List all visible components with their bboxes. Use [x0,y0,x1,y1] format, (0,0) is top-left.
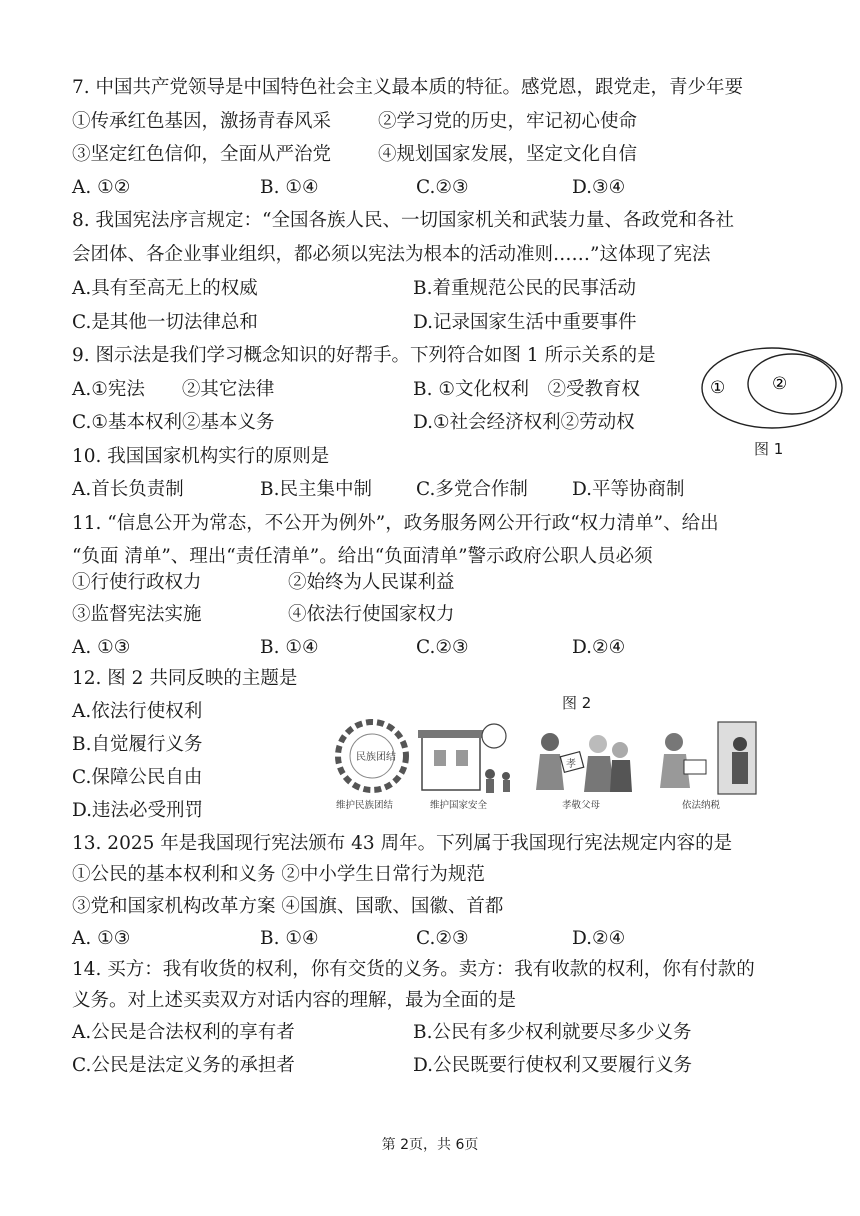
q10-stem: 10. 我国国家机构实行的原则是 [72,446,330,467]
figure-2-cartoon-panels [322,714,764,816]
q13-option-c: C.②③ [416,928,469,949]
q12-stem: 12. 图 2 共同反映的主题是 [72,668,298,689]
q9-option-d: D.①社会经济权利②劳动权 [413,412,635,433]
q8-option-a: A.具有至高无上的权威 [72,278,258,299]
q7-statement-3: ③坚定红色信仰，全面从严治党 [72,144,332,165]
q11-option-d: D.②④ [572,637,626,658]
q9-stem: 9. 图示法是我们学习概念知识的好帮手。下列符合如图 1 所示关系的是 [72,345,656,366]
q7-statement-4: ④规划国家发展，坚定文化自信 [378,144,638,165]
figure-1-venn-diagram [700,346,850,436]
venn-label-inner: ② [772,374,788,394]
q12-option-d: D.违法必受刑罚 [72,800,204,821]
q14-stem-line-1: 14. 买方：我有收货的权利，你有交货的义务。卖方：我有收款的权利，你有付款的 [72,959,755,980]
q10-option-a: A.首长负责制 [72,479,184,500]
figure-1-label: 图 1 [754,440,784,458]
venn-label-outer: ① [710,378,726,398]
q7-option-c: C.②③ [416,177,469,198]
q13-statements-3-4: ③党和国家机构改革方案 ④国旗、国歌、国徽、首都 [72,896,504,917]
q9-option-c: C.①基本权利②基本义务 [72,412,275,433]
q7-stem: 7. 中国共产党领导是中国特色社会主义最本质的特征。感党恩，跟党走，青少年要 [72,77,744,98]
q10-option-d: D.平等协商制 [572,479,685,500]
q8-stem-line-1: 8. 我国宪法序言规定：“全国各族人民、一切国家机关和武装力量、各政党和各社 [72,210,734,231]
q13-statements-1-2: ①公民的基本权利和义务 ②中小学生日常行为规范 [72,864,485,885]
q7-statement-2: ②学习党的历史，牢记初心使命 [378,111,638,132]
panel-filial-piety [536,733,632,811]
panel-2-caption: 维护国家安全 [430,800,488,811]
q11-option-c: C.②③ [416,637,469,658]
panel-3-badge-text: 孝 [566,759,576,770]
q14-option-d: D.公民既要行使权利又要履行义务 [413,1055,693,1076]
q9-option-a: A.①宪法 ②其它法律 [72,379,275,400]
q11-statement-2: ②始终为人民谋利益 [288,572,455,593]
q13-option-b: B. ①④ [260,928,319,949]
q13-option-d: D.②④ [572,928,626,949]
q8-option-b: B.着重规范公民的民事活动 [413,278,636,299]
q10-option-b: B.民主集中制 [260,479,372,500]
q11-option-a: A. ①③ [72,637,131,658]
q8-stem-line-2: 会团体、各企业事业组织，都必须以宪法为根本的活动准则……”这体现了宪法 [72,244,711,265]
q11-stem-line-2: “负面 清单”、理出“责任清单”。给出“负面清单”警示政府公职人员必须 [72,546,653,567]
q14-option-a: A.公民是合法权利的享有者 [72,1022,295,1043]
q11-statement-4: ④依法行使国家权力 [288,604,455,625]
q7-option-a: A. ①② [72,177,131,198]
q14-stem-line-2: 义务。对上述买卖双方对话内容的理解，最为全面的是 [72,990,517,1011]
q11-statement-3: ③监督宪法实施 [72,604,202,625]
q7-statement-1: ①传承红色基因，激扬青春风采 [72,111,332,132]
q8-option-c: C.是其他一切法律总和 [72,312,258,333]
q13-stem: 13. 2025 年是我国现行宪法颁布 43 周年。下列属于我国现行宪法规定内容的是 [72,833,733,854]
panel-1-center-text: 民族团结 [356,752,396,763]
q14-option-c: C.公民是法定义务的承担者 [72,1055,295,1076]
panel-tax-payment [660,722,756,811]
figure-2-label: 图 2 [562,694,592,712]
venn-inner-ellipse [748,354,836,414]
q10-option-c: C.多党合作制 [416,479,528,500]
q12-option-c: C.保障公民自由 [72,767,203,788]
q14-option-b: B.公民有多少权利就要尽多少义务 [413,1022,692,1043]
q7-option-b: B. ①④ [260,177,319,198]
panel-4-caption: 依法纳税 [682,800,721,811]
q8-option-d: D.记录国家生活中重要事件 [413,312,637,333]
q11-statement-1: ①行使行政权力 [72,572,202,593]
q11-option-b: B. ①④ [260,637,319,658]
q11-stem-line-1: 11. “信息公开为常态，不公开为例外”，政务服务网公开行政“权力清单”、给出 [72,513,719,534]
q12-option-a: A.依法行使权利 [72,701,203,722]
panel-1-caption: 维护民族团结 [336,800,394,811]
q13-option-a: A. ①③ [72,928,131,949]
q12-option-b: B.自觉履行义务 [72,734,203,755]
panel-national-security [418,724,510,811]
panel-3-caption: 孝敬父母 [562,800,601,811]
q7-option-d: D.③④ [572,177,626,198]
panel-ethnic-unity [336,722,406,811]
page-footer: 第 2页，共 6页 [381,1137,479,1153]
q9-option-b: B. ①文化权利 ②受教育权 [413,379,640,400]
